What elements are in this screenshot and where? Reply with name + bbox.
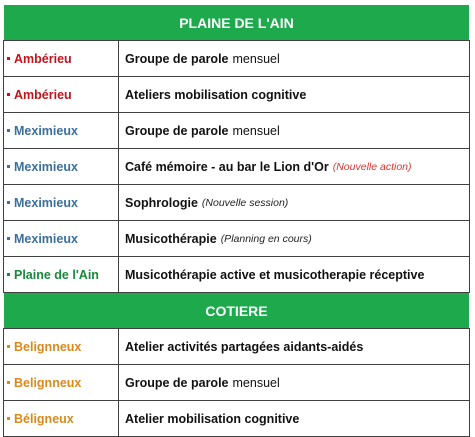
location-label: Meximieux	[14, 159, 78, 174]
location-cell	[3, 185, 119, 220]
bullet-icon	[7, 93, 10, 96]
activity-cell	[119, 365, 470, 400]
bullet-icon	[7, 237, 10, 240]
activity-cell	[119, 149, 470, 184]
activity-cell	[119, 401, 470, 436]
activity-label: Musicothérapie	[125, 231, 217, 246]
location-label: Béligneux	[14, 411, 74, 426]
location-label: Plaine de l'Ain	[14, 267, 99, 282]
location-cell	[3, 401, 119, 436]
section-header-cotiere: COTIERE	[3, 293, 470, 328]
activity-frequency: mensuel	[232, 51, 280, 66]
section-header-plaine: PLAINE DE L'AIN	[3, 5, 470, 40]
table-row	[3, 185, 470, 221]
table-row	[3, 365, 470, 401]
activity-label: Atelier activités partagées aidants-aidés	[125, 339, 364, 354]
activity-cell	[119, 77, 470, 112]
activity-cell	[119, 185, 470, 220]
location-label: Meximieux	[14, 231, 78, 246]
bullet-icon	[7, 273, 10, 276]
activity-label: Groupe de parole	[125, 375, 229, 390]
activity-note: (Planning en cours)	[220, 232, 312, 245]
activity-cell	[119, 257, 470, 292]
location-cell	[3, 257, 119, 292]
location-cell	[3, 329, 119, 364]
bullet-icon	[7, 417, 10, 420]
bullet-icon	[7, 381, 10, 384]
activity-label: Ateliers mobilisation cognitive	[125, 87, 307, 102]
location-cell	[3, 77, 119, 112]
location-label: Meximieux	[14, 123, 78, 138]
activity-cell	[119, 41, 470, 76]
activity-note: (Nouvelle session)	[201, 196, 289, 209]
bullet-icon	[7, 57, 10, 60]
activity-cell	[119, 113, 470, 148]
location-label: Meximieux	[14, 195, 78, 210]
location-cell	[3, 113, 119, 148]
table-row	[3, 257, 470, 293]
location-label: Belignneux	[14, 375, 82, 390]
activity-label: Atelier mobilisation cognitive	[125, 411, 300, 426]
activity-frequency: mensuel	[232, 123, 280, 138]
location-cell	[3, 365, 119, 400]
table-row	[3, 113, 470, 149]
location-label: Ambérieu	[14, 51, 72, 66]
table-row	[3, 221, 470, 257]
table-row	[3, 401, 470, 437]
activity-note: (Nouvelle action)	[332, 160, 412, 173]
table-row	[3, 77, 470, 113]
location-label: Ambérieu	[14, 87, 72, 102]
activity-label: Sophrologie	[125, 195, 198, 210]
bullet-icon	[7, 165, 10, 168]
bullet-icon	[7, 345, 10, 348]
table-row	[3, 149, 470, 185]
activity-label: Groupe de parole	[125, 123, 229, 138]
location-label: Belignneux	[14, 339, 82, 354]
location-cell	[3, 221, 119, 256]
bullet-icon	[7, 201, 10, 204]
activity-label: Musicothérapie active et musicotherapie réceptive	[125, 267, 425, 282]
activity-cell	[119, 221, 470, 256]
activity-frequency: mensuel	[232, 375, 280, 390]
activity-cell	[119, 329, 470, 364]
activity-label: Groupe de parole	[125, 51, 229, 66]
activities-table	[3, 5, 470, 437]
location-cell	[3, 41, 119, 76]
location-cell	[3, 149, 119, 184]
bullet-icon	[7, 129, 10, 132]
activity-label: Café mémoire - au bar le Lion d'Or	[125, 159, 329, 174]
table-row	[3, 40, 470, 77]
table-row	[3, 328, 470, 365]
